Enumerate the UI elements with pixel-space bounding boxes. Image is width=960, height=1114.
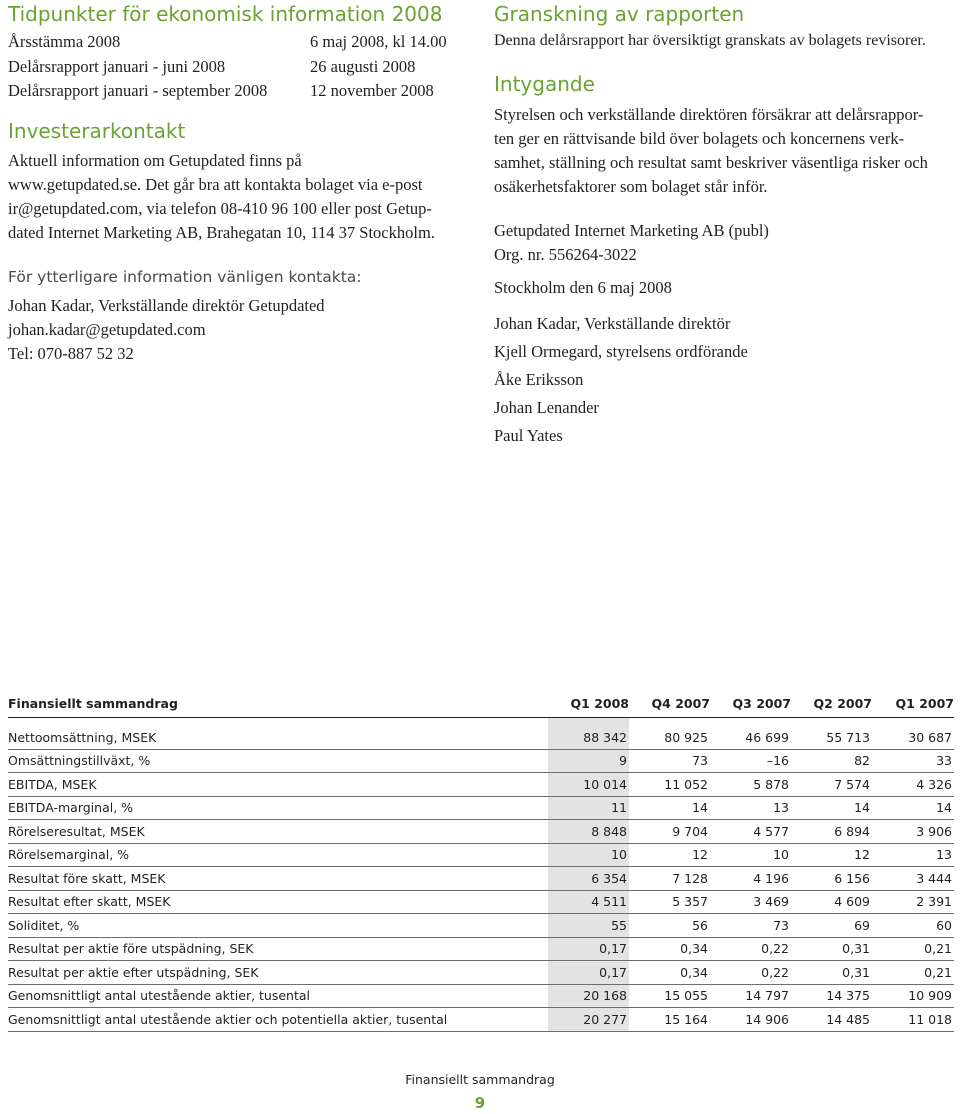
investor-line: dated Internet Marketing AB, Brahegatan 10, 114 37 Stockholm. — [8, 222, 435, 242]
investor-line: ir@getupdated.com, via telefon 08-410 96 100 eller post Getup- — [8, 198, 432, 218]
table-row — [8, 961, 954, 985]
table-cell: 3 469 — [710, 890, 791, 914]
table-row — [8, 914, 954, 938]
table-cell: 11 — [548, 796, 629, 820]
table-cell: 11 052 — [629, 773, 710, 797]
table-cell: 7 574 — [791, 773, 872, 797]
table-cell: 14 485 — [791, 1008, 872, 1032]
calendar-label: Delårsrapport januari - juni 2008 — [8, 56, 226, 76]
table-cell: 6 894 — [791, 820, 872, 844]
assurance-line: ten ger en rättvisande bild över bolagets och koncernens verk- — [494, 129, 905, 148]
row-label: Rörelsemarginal, % — [8, 843, 548, 867]
table-cell: 30 687 — [872, 726, 954, 749]
calendar-row — [8, 55, 470, 80]
table-cell: 14 375 — [791, 984, 872, 1008]
table-cell: 14 — [872, 796, 954, 820]
table-cell: 6 156 — [791, 867, 872, 891]
table-cell: 8 848 — [548, 820, 629, 844]
review-text: Denna delårsrapport har översiktigt granskats av bolagets revisorer. — [494, 32, 926, 49]
signatories — [494, 310, 954, 450]
table-cell: 0,31 — [791, 961, 872, 985]
table-cell: 0,22 — [710, 937, 791, 961]
calendar-date: 6 maj 2008, kl 14.00 — [310, 32, 447, 51]
contact-line: Johan Kadar, Verkställande direktör Getupdated — [8, 295, 325, 315]
table-cell: 80 925 — [629, 726, 710, 749]
signatory: Kjell Ormegard, styrelsens ordförande — [494, 342, 748, 361]
assurance-title: Intygande — [494, 72, 595, 96]
table-cell: 4 196 — [710, 867, 791, 891]
row-label: Soliditet, % — [8, 914, 548, 938]
row-label: Rörelseresultat, MSEK — [8, 820, 548, 844]
table-cell: 20 277 — [548, 1008, 629, 1032]
table-cell: 14 906 — [710, 1008, 791, 1032]
assurance-line: samhet, ställning och resultat samt beskriver väsentliga risker och — [494, 153, 928, 172]
table-cell: 55 713 — [791, 726, 872, 749]
contact-heading: För ytterligare information vänligen kontakta: — [8, 267, 362, 286]
investor-contact-text — [8, 149, 470, 245]
table-row — [8, 890, 954, 914]
table-cell: 88 342 — [548, 726, 629, 749]
assurance-line: osäkerhetsfaktorer som bolaget står inför. — [494, 177, 768, 196]
table-cell: 0,17 — [548, 937, 629, 961]
row-label: Nettoomsättning, MSEK — [8, 726, 548, 749]
table-cell: 20 168 — [548, 984, 629, 1008]
table-cell: 46 699 — [710, 726, 791, 749]
table-cell: 13 — [872, 843, 954, 867]
assurance-line: Styrelsen och verkställande direktören försäkrar att delårsrappor- — [494, 105, 924, 124]
column-header: Q1 2007 — [872, 690, 954, 718]
calendar-date: 26 augusti 2008 — [310, 56, 416, 76]
financial-summary-table — [8, 690, 954, 1032]
column-header: Q1 2008 — [548, 690, 629, 718]
column-header: Q4 2007 — [629, 690, 710, 718]
contact-phone: Tel: 070-887 52 32 — [8, 343, 134, 363]
table-cell: 14 — [629, 796, 710, 820]
table-cell: 3 906 — [872, 820, 954, 844]
table-row — [8, 984, 954, 1008]
table-cell: 10 — [710, 843, 791, 867]
table-cell: 12 — [791, 843, 872, 867]
table-cell: 14 797 — [710, 984, 791, 1008]
table-cell: 69 — [791, 914, 872, 938]
table-cell: 33 — [872, 749, 954, 773]
row-label: Resultat efter skatt, MSEK — [8, 890, 548, 914]
contact-email: johan.kadar@getupdated.com — [8, 319, 206, 339]
table-cell: 6 354 — [548, 867, 629, 891]
table-cell: 5 878 — [710, 773, 791, 797]
row-label: Genomsnittligt antal utestående aktier och potentiella aktier, tusental — [8, 1008, 548, 1032]
table-row — [8, 843, 954, 867]
table-cell: 3 444 — [872, 867, 954, 891]
table-cell: 0,31 — [791, 937, 872, 961]
table-cell: 0,34 — [629, 937, 710, 961]
table-cell: 0,21 — [872, 937, 954, 961]
investor-contact-title: Investerarkontakt — [8, 118, 186, 143]
table-cell: 4 326 — [872, 773, 954, 797]
table-cell: 5 357 — [629, 890, 710, 914]
company-name: Getupdated Internet Marketing AB (publ) — [494, 221, 769, 240]
contact-details — [8, 294, 470, 366]
investor-line: www.getupdated.se. Det går bra att kontakta bolaget via e-post — [8, 174, 423, 194]
table-cell: 9 — [548, 749, 629, 773]
row-label: Genomsnittligt antal utestående aktier, tusental — [8, 984, 548, 1008]
table-cell: 0,21 — [872, 961, 954, 985]
table-body — [8, 718, 954, 1032]
review-title: Granskning av rapporten — [494, 2, 745, 26]
calendar-row — [8, 30, 470, 55]
row-label: EBITDA, MSEK — [8, 773, 548, 797]
table-cell: 9 704 — [629, 820, 710, 844]
column-header: Q2 2007 — [791, 690, 872, 718]
table-cell: 10 — [548, 843, 629, 867]
financial-calendar-title: Tidpunkter för ekonomisk information 2008 — [8, 2, 443, 26]
signatory: Johan Lenander — [494, 398, 599, 417]
page-number: 9 — [474, 1094, 486, 1112]
table-cell: 4 577 — [710, 820, 791, 844]
table-row — [8, 796, 954, 820]
row-label: EBITDA-marginal, % — [8, 796, 548, 820]
column-header: Q3 2007 — [710, 690, 791, 718]
table-title: Finansiellt sammandrag — [8, 690, 548, 718]
table-row — [8, 773, 954, 797]
table-cell: 55 — [548, 914, 629, 938]
signatory: Åke Eriksson — [494, 370, 584, 389]
financial-calendar — [8, 30, 470, 104]
table-spacer — [8, 718, 954, 727]
calendar-label: Årsstämma 2008 — [8, 32, 121, 51]
page-footer — [0, 1072, 960, 1112]
table-row — [8, 726, 954, 749]
row-label: Omsättningstillväxt, % — [8, 749, 548, 773]
table-cell: 60 — [872, 914, 954, 938]
table-row — [8, 749, 954, 773]
org-number: Org. nr. 556264-3022 — [494, 245, 637, 264]
table-cell: 0,17 — [548, 961, 629, 985]
table-cell: 13 — [710, 796, 791, 820]
table-header-row — [8, 690, 954, 718]
table-cell: 73 — [710, 914, 791, 938]
calendar-label: Delårsrapport januari - september 2008 — [8, 81, 268, 100]
table-cell: 7 128 — [629, 867, 710, 891]
table-row — [8, 867, 954, 891]
row-label: Resultat per aktie efter utspädning, SEK — [8, 961, 548, 985]
table-cell: 0,34 — [629, 961, 710, 985]
table-cell: 4 511 — [548, 890, 629, 914]
table-cell: 12 — [629, 843, 710, 867]
calendar-row — [8, 79, 470, 104]
calendar-date: 12 november 2008 — [310, 81, 434, 100]
footer-title: Finansiellt sammandrag — [405, 1072, 555, 1087]
table-cell: 82 — [791, 749, 872, 773]
table-cell: 10 014 — [548, 773, 629, 797]
signatory: Johan Kadar, Verkställande direktör — [494, 314, 731, 333]
table-cell: 2 391 — [872, 890, 954, 914]
table-cell: 15 055 — [629, 984, 710, 1008]
table-cell: 11 018 — [872, 1008, 954, 1032]
left-column — [8, 0, 470, 366]
table-cell: 15 164 — [629, 1008, 710, 1032]
table-row — [8, 1008, 954, 1032]
place-date: Stockholm den 6 maj 2008 — [494, 278, 672, 297]
table-cell: 73 — [629, 749, 710, 773]
table-row — [8, 937, 954, 961]
row-label: Resultat före skatt, MSEK — [8, 867, 548, 891]
table-cell: 56 — [629, 914, 710, 938]
signatory: Paul Yates — [494, 426, 563, 445]
right-column — [494, 0, 954, 450]
investor-line: Aktuell information om Getupdated finns på — [8, 150, 302, 170]
table-cell: –16 — [710, 749, 791, 773]
table-cell: 4 609 — [791, 890, 872, 914]
table-row — [8, 820, 954, 844]
table-cell: 10 909 — [872, 984, 954, 1008]
row-label: Resultat per aktie före utspädning, SEK — [8, 937, 548, 961]
table-cell: 14 — [791, 796, 872, 820]
table-cell: 0,22 — [710, 961, 791, 985]
assurance-text — [494, 103, 954, 199]
